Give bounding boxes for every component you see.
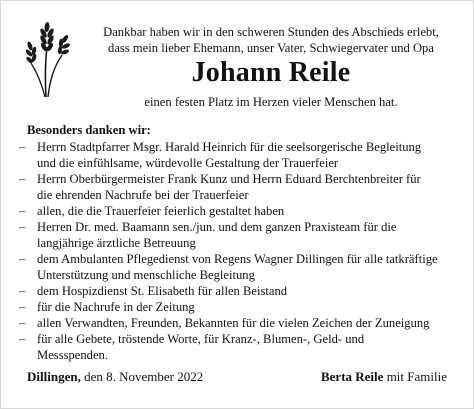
list-item — [19, 171, 449, 203]
dash-icon: – — [19, 316, 26, 330]
list-item — [19, 251, 449, 283]
list-item-line: allen, die die Trauerfeier feierlich gestaltet haben — [37, 204, 285, 218]
list-item-line: Herren Dr. med. Baamann sen./jun. und dem ganzen Praxisteam für die — [37, 220, 397, 234]
date: den 8. November 2022 — [84, 369, 204, 384]
signer-suffix: mit Familie — [386, 369, 447, 384]
intro-line-1: Dankbar haben wir in den schweren Stunden des Abschieds erlebt, — [103, 25, 439, 39]
dash-icon: – — [19, 252, 26, 266]
thanks-heading: Besonders danken wir: — [27, 123, 151, 137]
list-item-line: langjährige ärztliche Betreuung — [37, 236, 196, 250]
deceased-name: Johann Reile — [191, 57, 351, 88]
list-item-line: die ehrenden Nachrufe bei der Trauerfeier — [37, 188, 249, 202]
dash-icon: – — [19, 140, 26, 154]
dash-icon: – — [19, 284, 26, 298]
dash-icon: – — [19, 204, 26, 218]
intro-text — [81, 24, 461, 56]
list-item — [19, 203, 449, 219]
list-item-line: für die Nachrufe in der Zeitung — [37, 300, 195, 314]
list-item-line: dem Hospizdienst St. Elisabeth für allen Beistand — [37, 284, 288, 298]
dash-icon: – — [19, 300, 26, 314]
thanks-list — [19, 139, 449, 363]
list-item-line: Messspenden. — [37, 348, 109, 362]
list-item-line: dem Ambulanten Pflegedienst von Regens Wagner Dillingen für alle tatkräftige — [37, 252, 438, 266]
dash-icon: – — [19, 220, 26, 234]
list-item — [19, 283, 449, 299]
intro-line-2: dass mein lieber Ehemann, unser Vater, Schwiegervater und Opa — [108, 41, 434, 55]
place-date — [27, 369, 203, 385]
place: Dillingen, — [27, 369, 81, 384]
signature — [321, 369, 447, 385]
list-item — [19, 219, 449, 251]
list-item-line: allen Verwandten, Freunden, Bekannten für die vielen Zeichen der Zuneigung — [37, 316, 430, 330]
list-item — [19, 331, 449, 363]
subline: einen festen Platz im Herzen vieler Menschen hat. — [144, 95, 398, 109]
signer-name: Berta Reile — [320, 369, 384, 384]
wheat-icon — [26, 19, 70, 99]
list-item-line: Herrn Oberbürgermeister Frank Kunz und Herrn Eduard Berchtenbreiter für — [37, 172, 421, 186]
list-item-line: Herrn Stadtpfarrer Msgr. Harald Heinrich für die seelsorgerische Begleitung — [37, 140, 422, 154]
dash-icon: – — [19, 172, 26, 186]
list-item — [19, 315, 449, 331]
list-item-line: für alle Gebete, tröstende Worte, für Kranz-, Blumen-, Geld- und — [37, 332, 365, 346]
list-item — [19, 299, 449, 315]
list-item — [19, 139, 449, 171]
list-item-line: Unterstützung und menschliche Begleitung — [37, 268, 255, 282]
list-item-line: und die einfühlsame, würdevolle Gestaltung der Trauerfeier — [37, 156, 339, 170]
dash-icon: – — [19, 332, 26, 346]
